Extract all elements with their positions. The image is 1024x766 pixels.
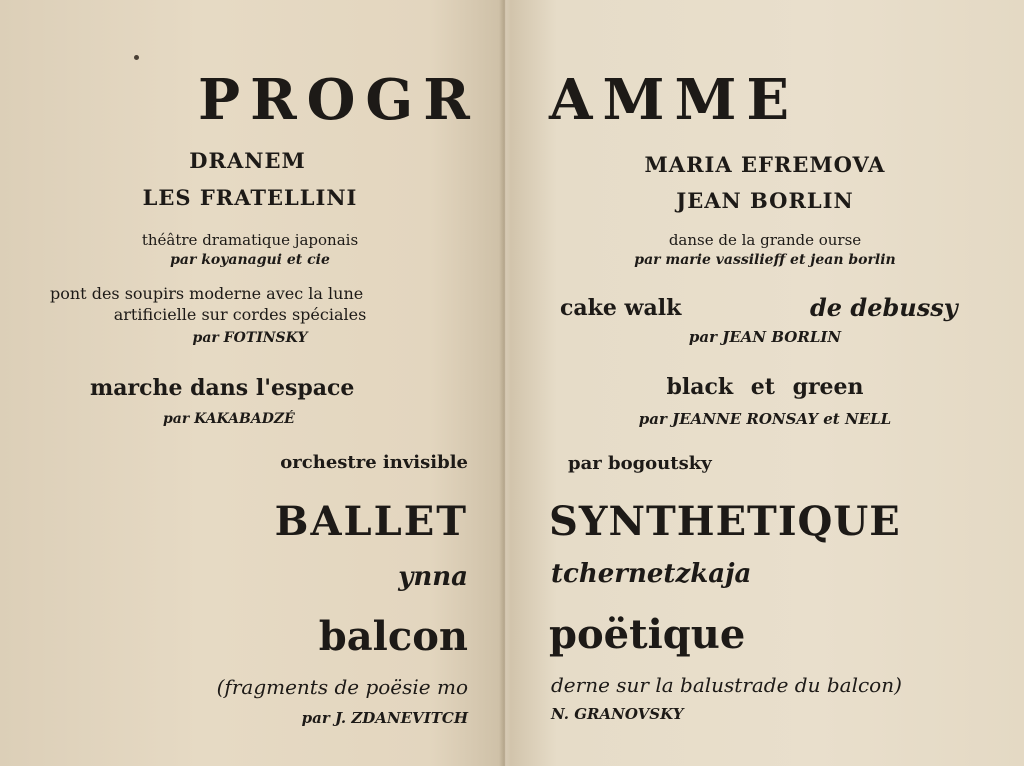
performer-dranem: DRANEM	[189, 148, 306, 173]
act-theatre-japonais: théâtre dramatique japonais	[141, 231, 359, 249]
poem-fragment-left: (fragments de poësie mo	[216, 675, 468, 699]
credit-vassilieff-borlin: par marie vassilieff et jean borlin	[634, 252, 896, 268]
heading-poetique: poëtique	[549, 611, 746, 658]
credit-fotinsky: par FOTINSKY	[192, 330, 308, 346]
act-debussy: de debussy	[810, 293, 958, 322]
act-grande-ourse: danse de la grande ourse	[668, 231, 862, 249]
name-ynna: ynna	[398, 562, 468, 592]
heading-balcon: balcon	[318, 613, 468, 660]
ink-dot	[134, 55, 139, 60]
act-cake-walk: cake walk	[560, 295, 682, 321]
credit-jean-borlin: par JEAN BORLIN	[688, 328, 842, 346]
act-marche-espace: marche dans l'espace	[90, 375, 355, 401]
page-fold	[499, 0, 511, 766]
act-black-et-green: black et green	[666, 374, 864, 400]
performer-efremova: MARIA EFREMOVA	[644, 152, 886, 177]
left-page	[0, 0, 505, 766]
credit-ronsay-nell: par JEANNE RONSAY et NELL	[638, 410, 892, 428]
title-right: AMME	[549, 67, 800, 133]
credit-kakabadze: par KAKABADZÉ	[163, 411, 295, 427]
right-page	[505, 0, 1024, 766]
heading-ballet: BALLET	[274, 498, 468, 545]
credit-koyanagui: par koyanagui et cie	[170, 252, 330, 268]
performer-fratellini: LES FRATELLINI	[142, 185, 358, 210]
act-pont-des-soupirs: pont des soupirs moderne avec la lune	[50, 284, 364, 303]
heading-synthetique: SYNTHETIQUE	[549, 498, 901, 545]
credit-zdanevitch: par J. ZDANEVITCH	[301, 709, 468, 727]
act-orchestre-invisible: orchestre invisible	[280, 452, 468, 473]
act-pont-line2: artificielle sur cordes spéciales	[113, 305, 367, 324]
name-tchernetzkaja: tchernetzkaja	[551, 559, 752, 589]
credit-granovsky: N. GRANOVSKY	[551, 705, 684, 723]
credit-bogoutsky: par bogoutsky	[568, 453, 712, 474]
performer-borlin: JEAN BORLIN	[676, 188, 854, 213]
poem-fragment-right: derne sur la balustrade du balcon)	[551, 673, 902, 697]
title-left: PROGR	[198, 67, 480, 133]
